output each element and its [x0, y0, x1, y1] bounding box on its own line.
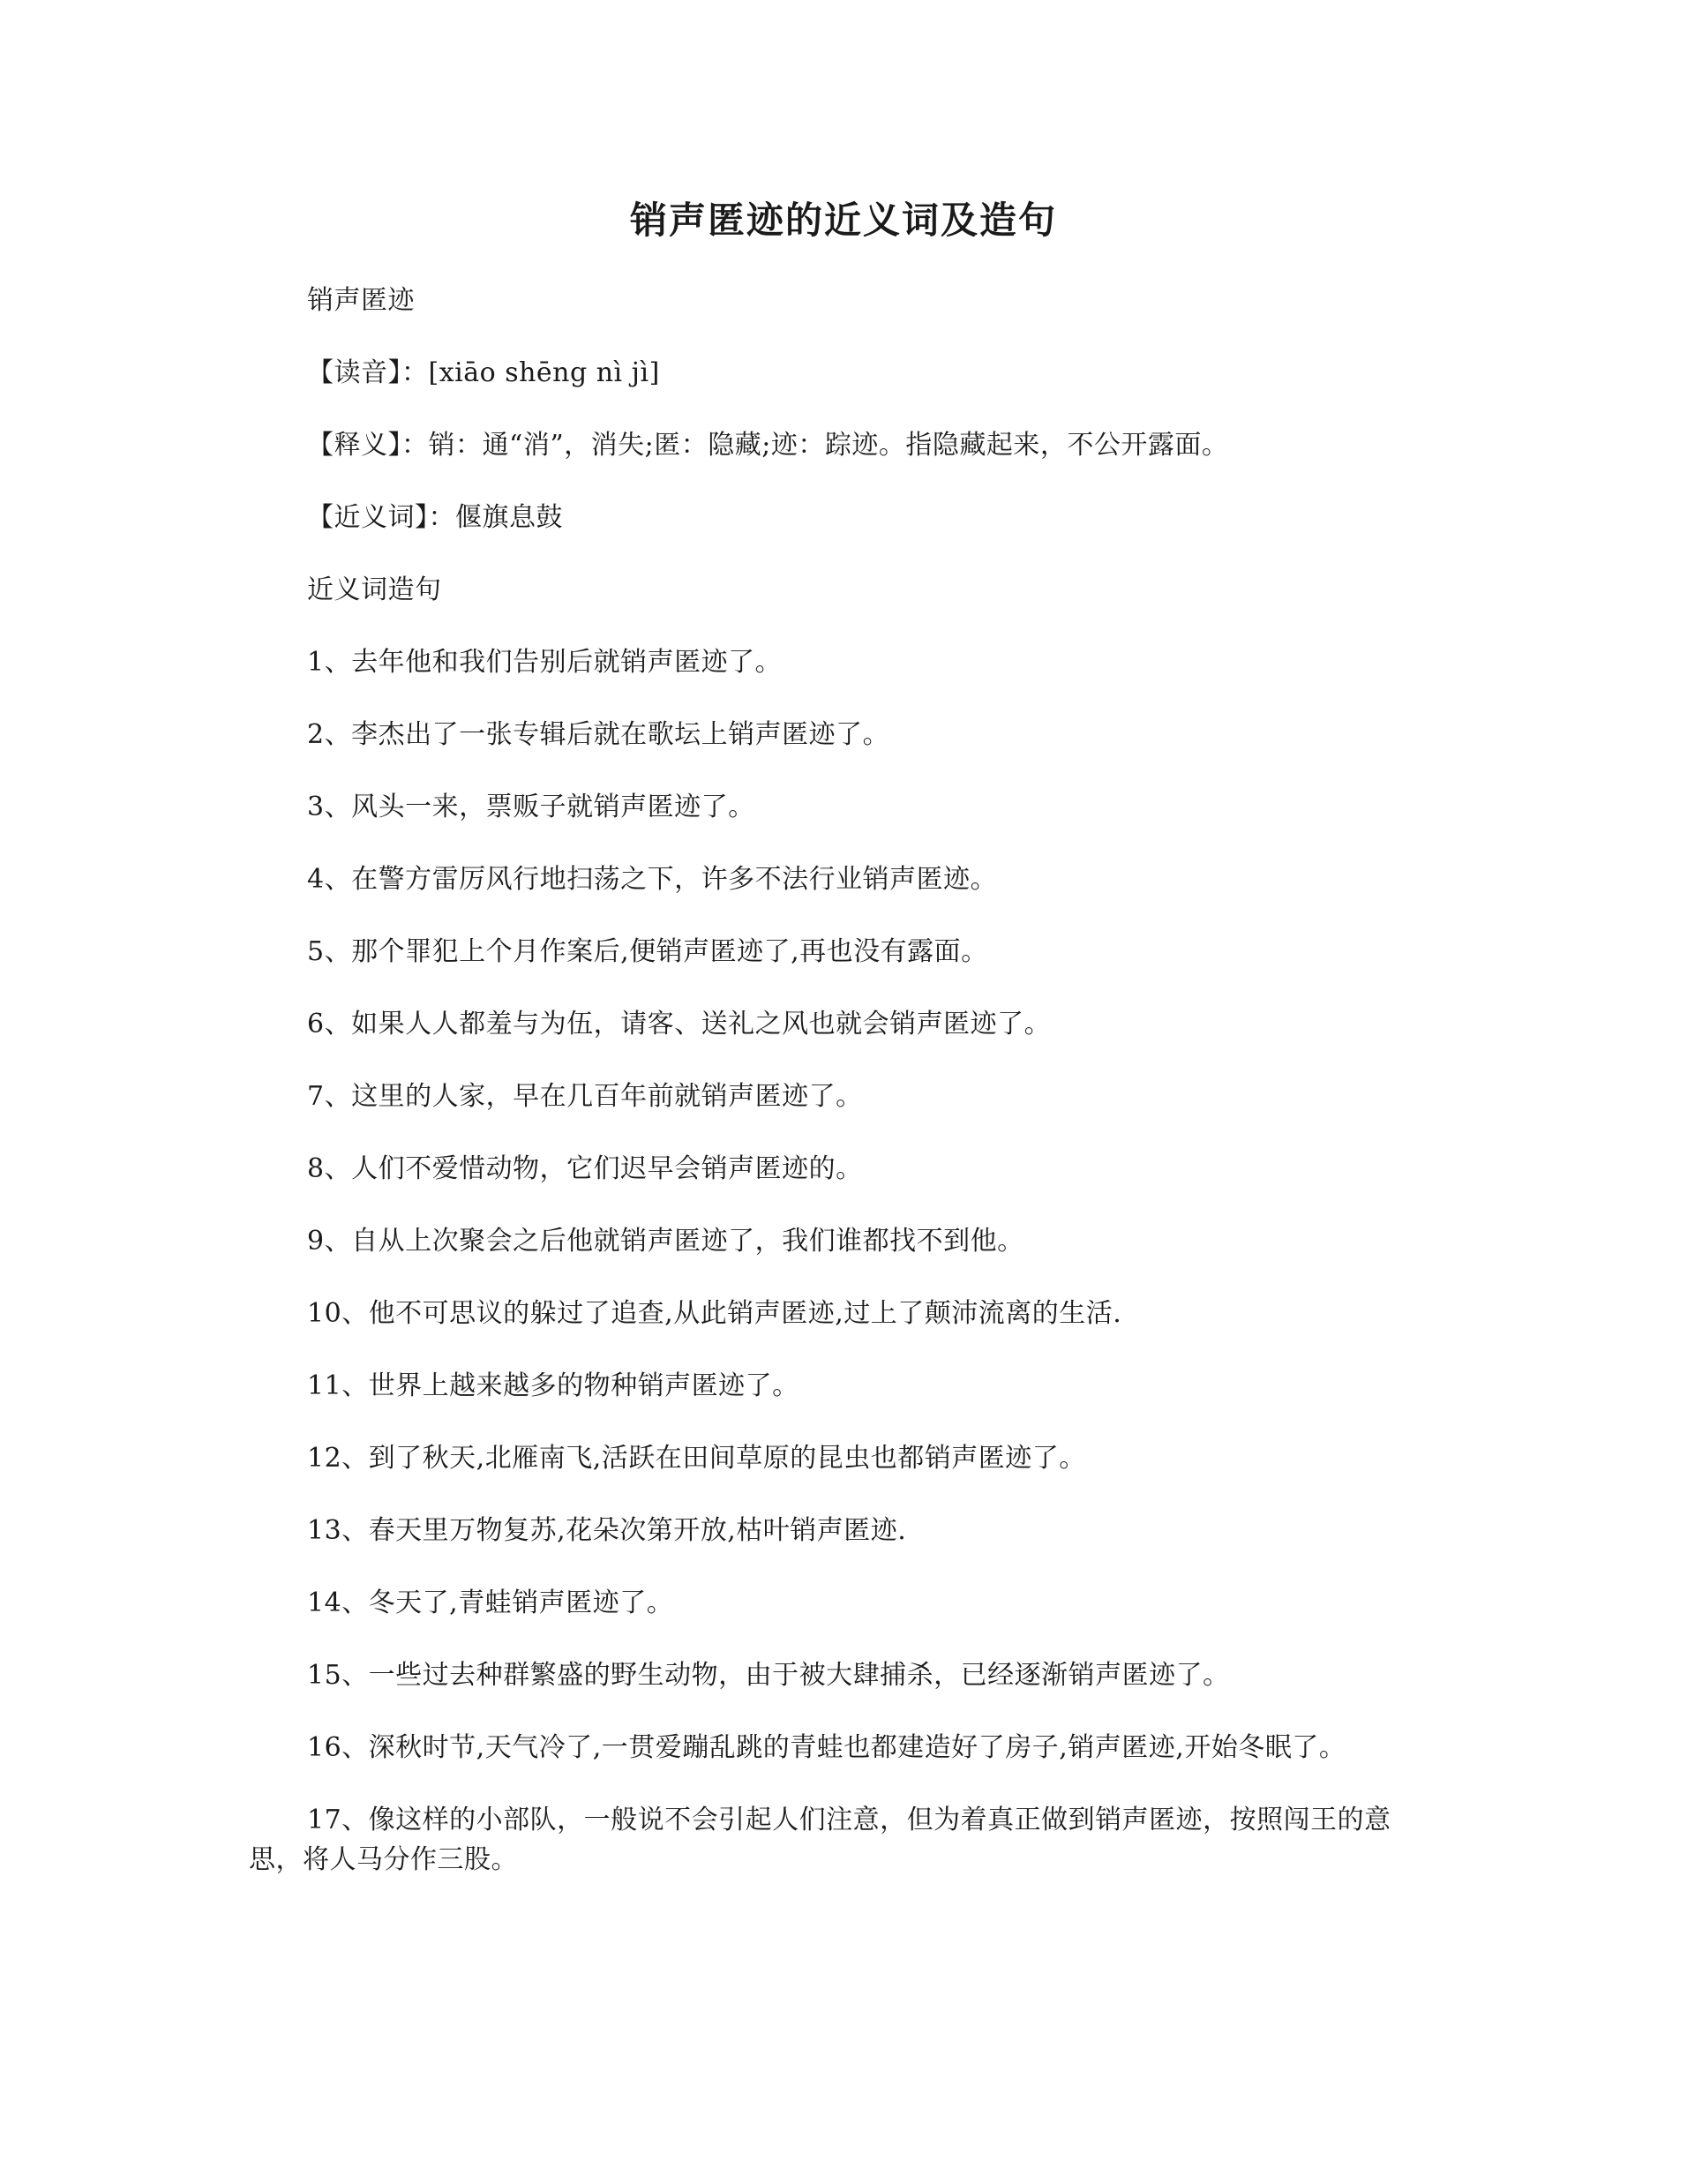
- paragraph-synonym: 【近义词】：偃旗息鼓: [307, 502, 563, 533]
- example-sentence: 11、世界上越来越多的物种销声匿迹了。: [307, 1370, 799, 1401]
- document-body: [249, 281, 1431, 1912]
- example-sentence: 8、人们不爱惜动物，它们迟早会销声匿迹的。: [307, 1153, 863, 1184]
- example-sentence: 9、自从上次聚会之后他就销声匿迹了，我们谁都找不到他。: [307, 1226, 1024, 1257]
- example-sentence: 12、到了秋天,北雁南飞,活跃在田间草原的昆虫也都销声匿迹了。: [307, 1443, 1086, 1474]
- example-sentence: 14、冬天了,青蛙销声匿迹了。: [307, 1587, 674, 1618]
- example-sentence: 1、去年他和我们告别后就销声匿迹了。: [307, 647, 783, 678]
- paragraph-section-heading: 近义词造句: [307, 574, 442, 605]
- example-sentence: 6、如果人人都羞与为伍，请客、送礼之风也就会销声匿迹了。: [307, 1009, 1052, 1039]
- example-sentence: 2、李杰出了一张专辑后就在歌坛上销声匿迹了。: [307, 719, 890, 750]
- example-sentence: 3、风头一来，票贩子就销声匿迹了。: [307, 792, 755, 822]
- example-sentence: 13、春天里万物复苏,花朵次第开放,枯叶销声匿迹.: [307, 1515, 907, 1546]
- example-sentence: 17、像这样的小部队，一般说不会引起人们注意，但为着真正做到销声匿迹，按照闯王的意思，将人马分作三股。: [249, 1805, 1391, 1875]
- example-sentence: 10、他不可思议的躲过了追查,从此销声匿迹,过上了颠沛流离的生活.: [307, 1298, 1122, 1329]
- example-sentence: 7、这里的人家，早在几百年前就销声匿迹了。: [307, 1081, 863, 1112]
- example-sentence: 16、深秋时节,天气冷了,一贯爱蹦乱跳的青蛙也都建造好了房子,销声匿迹,开始冬眠了。: [307, 1732, 1346, 1763]
- example-sentence: 5、那个罪犯上个月作案后,便销声匿迹了,再也没有露面。: [307, 936, 988, 967]
- example-sentence: 15、一些过去种群繁盛的野生动物，由于被大肆捕杀，已经逐渐销声匿迹了。: [307, 1660, 1230, 1691]
- paragraph-headword: 销声匿迹: [307, 285, 415, 316]
- paragraph-pronunciation: 【读音】：[xiāo shēng nì jì]: [307, 357, 660, 388]
- paragraph-definition: 【释义】：销：通“消”，消失;匿：隐藏;迹：踪迹。指隐藏起来，不公开露面。: [307, 430, 1229, 461]
- document-title: 销声匿迹的近义词及造句: [629, 199, 1057, 242]
- example-sentence: 4、在警方雷厉风行地扫荡之下，许多不法行业销声匿迹。: [307, 864, 998, 895]
